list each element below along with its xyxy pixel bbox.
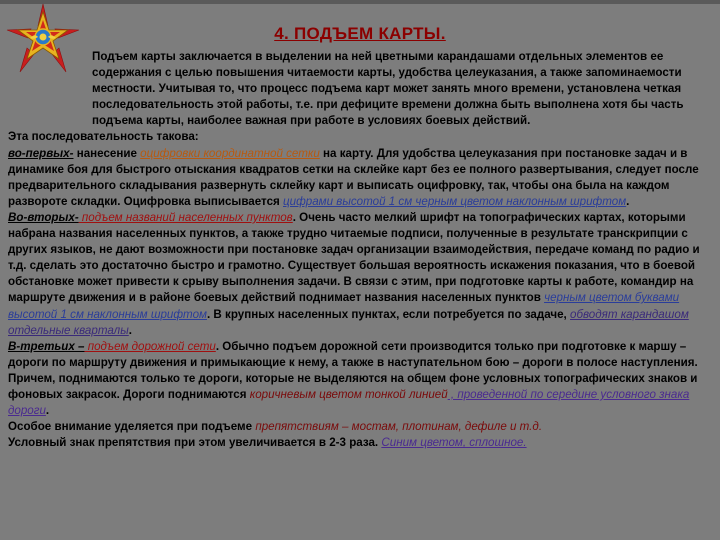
- third-lead: В-третьих –: [8, 339, 85, 353]
- paragraph-symbol: [8, 435, 714, 451]
- first-text-a: нанесение: [73, 146, 141, 160]
- second-text-c: .: [128, 323, 132, 337]
- second-lead: Во-вторых-: [8, 210, 79, 224]
- third-text-a: . Обычно подъем дорожной сети производится только при подготовке к маршу – дороги по маршруту движения и примыкающие к нему, а также в наступательном бою – дороги в полосе наступления. Причем, поднимаются только те дороги, которые не выделяются на общем фоне условных топографических знаков и фоновых закрасок. Дороги поднимаются: [8, 339, 698, 401]
- obstacles-highlight: препятствиям – мостам, плотинам, дефиле и т.д.: [255, 420, 543, 434]
- second-highlight-3: обводят карандашом отдельные кварталы: [8, 307, 689, 337]
- symbol-text: Условный знак препятствия при этом увеличивается в 2-3 раза.: [8, 436, 382, 450]
- third-text-b: .: [45, 404, 50, 418]
- body-text: [8, 49, 714, 451]
- first-lead: во-первых-: [8, 146, 74, 160]
- third-highlight-2: коричневым цветом тонкой линией: [249, 387, 448, 401]
- second-highlight-2: черным цветом буквами высотой 1 см наклонным шрифтом: [8, 291, 680, 321]
- third-highlight: подъем дорожной сети: [84, 339, 216, 353]
- second-highlight: подъем названий населенных пунктов: [78, 210, 293, 224]
- paragraph-third: [8, 339, 714, 419]
- obstacles-text: Особое внимание уделяется при подъеме: [8, 420, 256, 434]
- first-highlight-2: цифрами высотой 1 см черным цветом наклонным шрифтом: [283, 194, 627, 208]
- first-highlight: оцифровки координатной сетки: [140, 146, 320, 160]
- second-text-b: . В крупных населенных пунктах, если потребуется по задаче,: [206, 307, 570, 321]
- third-highlight-3: , проведенной по середине условного знака дороги: [8, 387, 690, 418]
- second-text-a: . Очень часто мелкий шрифт на топографических картах, которыми набрана названия населенных пунктов, а также трудно читаемые подписи, полученные в результате транскрипции с других языков, не дают возможности при постановке задач организации взаимодействия, передаче команд по радио и т.д. сделать это достаточно быстро и грамотно. Существует большая вероятность искажения показания, что в боевой обстановке может привести к срыву выполнения задачи. В связи с этим, при подготовке карты к работе, командир на маршруте движения и в районе боевых действий поднимает названия населенных пунктов: [8, 210, 700, 305]
- top-border: [0, 0, 720, 4]
- paragraph-obstacles: [8, 419, 714, 435]
- page-title: 4. ПОДЪЕМ КАРТЫ.: [274, 24, 446, 43]
- title-wrap: [120, 24, 600, 44]
- paragraph-second: [8, 210, 714, 339]
- first-text-c: .: [626, 194, 630, 208]
- paragraph-first: [8, 146, 714, 210]
- symbol-highlight: Синим цветом, сплошное.: [381, 436, 527, 450]
- first-text-b: на карту. Для удобства целеуказания при постановке задач и в динамике боя для быстрого отыскания квадратов сетки на склейке карт без ее полного развертывания, следует после предварительного складывания развернуть склейку карт и выписать оцифровку, так, чтобы она была на каждом развороте складки. Оцифровка выписывается: [8, 146, 699, 208]
- paragraph-sequence: Эта последовательность такова:: [8, 130, 199, 144]
- paragraph-intro: Подъем карты заключается в выделении на ней цветными карандашами отдельных элементов ее содержания с целью повышения читаемости карты, удобства целеуказания, а также запоминаемости местности. Учитывая то, что процесс подъема карт может занять много времени, установлена четкая последовательность этой работы, т.е. при дефиците времени должна быть выполнена хотя бы часть подъема карты, наиболее важная при работе в условиях боевых действий.: [92, 50, 684, 128]
